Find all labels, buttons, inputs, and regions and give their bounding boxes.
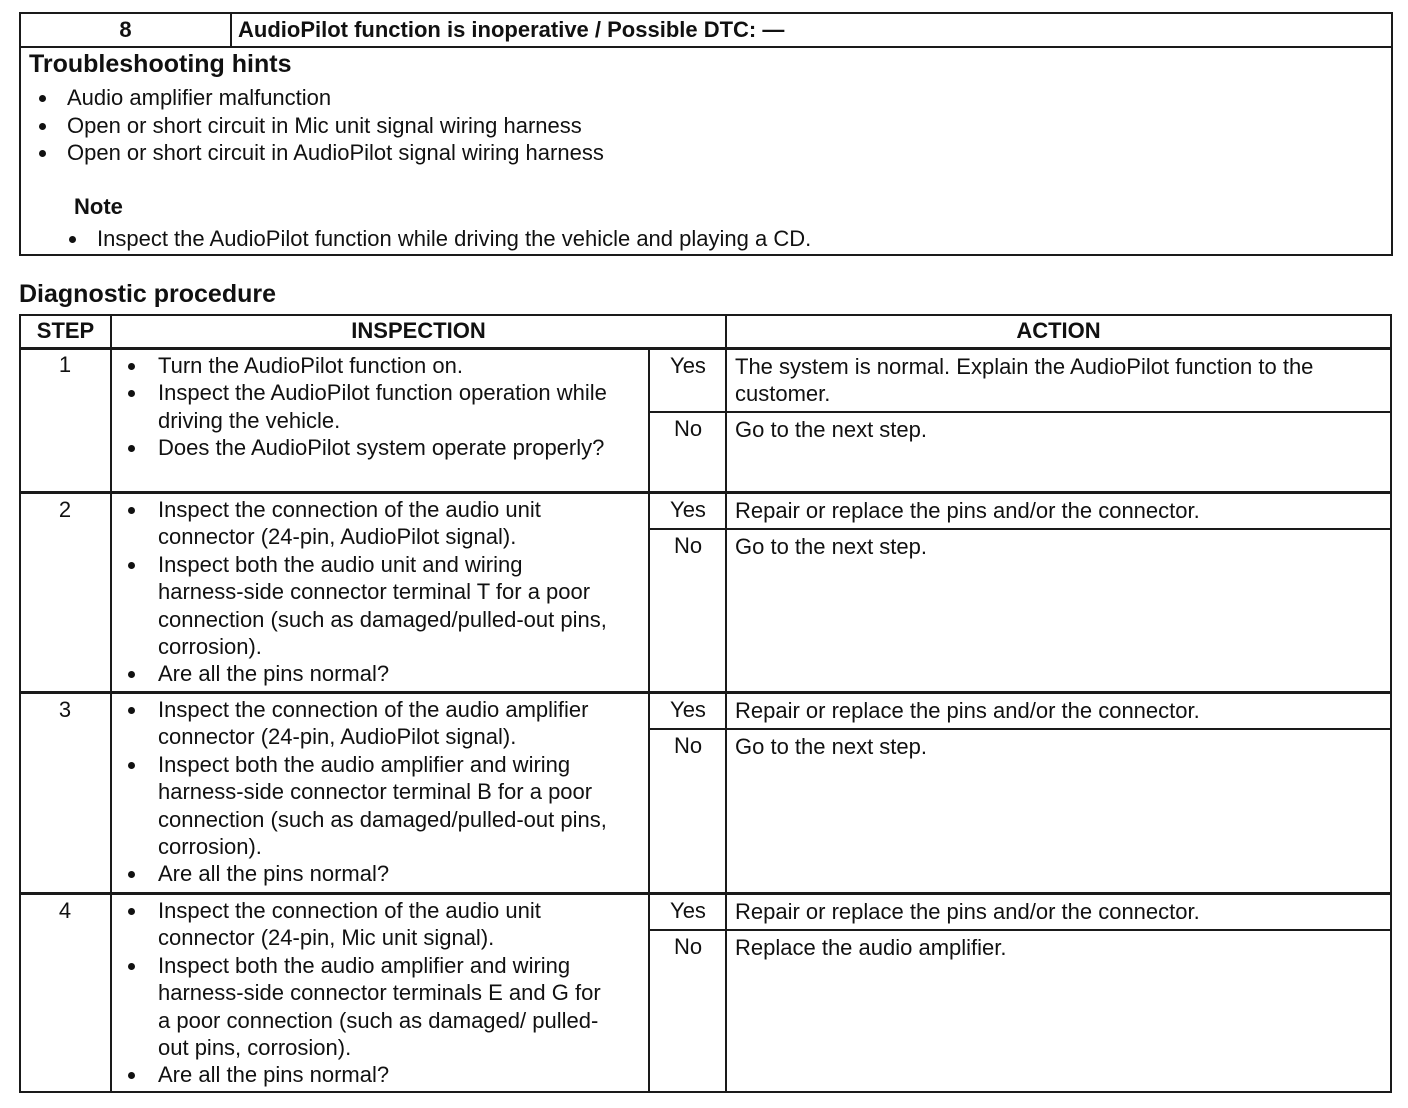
inspection-item: Are all the pins normal? [112,1061,612,1088]
yes-no-divider [648,411,1392,413]
inspection-item: Inspect the connection of the audio amplifier connector (24-pin, AudioPilot signal). [112,696,612,751]
table-border-bottom [19,1091,1392,1093]
no-action: Replace the audio amplifier. [735,935,1007,960]
no-label: No [673,533,703,558]
hint-item: Open or short circuit in Mic unit signal wiring harness [33,112,604,140]
no-label: No [673,416,703,441]
no-label: No [673,934,703,959]
table-border-right [1390,314,1392,1093]
column-header-action: ACTION [1016,318,1101,343]
note-title: Note [74,194,123,219]
yes-no-divider [648,728,1392,730]
yes-label: Yes [670,898,706,923]
no-action: Go to the next step. [735,417,928,442]
diagnostic-procedure-title: Diagnostic procedure [19,280,276,308]
inspection-item: Inspect both the audio amplifier and wiring harness-side connector terminal B for a poor connection (such as damaged/pulled-out pins, corrosion). [112,751,612,861]
inspection-item: Does the AudioPilot system operate properly? [112,434,612,461]
step-divider [19,491,1392,494]
column-header-step: STEP [36,318,95,343]
yes-label: Yes [670,497,706,522]
inspection-item: Inspect the connection of the audio unit connector (24-pin, AudioPilot signal). [112,496,612,551]
note-item: Inspect the AudioPilot function while driving the vehicle and playing a CD. [63,225,811,252]
step-divider [19,691,1392,694]
inspection-item: Inspect both the audio amplifier and wiring harness-side connector terminals E and G for a poor connection (such as damaged/ pulled-out pins, corrosion). [112,952,612,1062]
no-label: No [673,733,703,758]
issue-header-row [21,14,1391,48]
step-number: 1 [58,352,72,377]
column-header-inspection: INSPECTION [351,318,486,343]
inspection-list [112,897,612,1089]
hint-item: Open or short circuit in AudioPilot signal wiring harness [33,139,604,167]
yes-no-divider [648,528,1392,530]
yes-no-divider [648,929,1392,931]
header-row-divider [19,347,1392,350]
inspection-item: Inspect the connection of the audio unit connector (24-pin, Mic unit signal). [112,897,612,952]
inspection-item: Inspect both the audio unit and wiring harness-side connector terminal T for a poor connection (such as damaged/pulled-out pins, corrosion). [112,551,612,661]
inspection-item: Are all the pins normal? [112,660,612,687]
inspection-item: Turn the AudioPilot function on. [112,352,612,379]
yes-action: Repair or replace the pins and/or the connector. [735,698,1200,723]
troubleshooting-hints-title: Troubleshooting hints [29,50,292,78]
table-border-top [19,314,1392,316]
no-action: Go to the next step. [735,734,928,759]
note-list [63,225,811,252]
inspection-list [112,696,612,888]
yes-action: Repair or replace the pins and/or the connector. [735,498,1200,523]
inspection-list [112,352,612,462]
troubleshooting-hints-list [33,84,604,167]
step-number: 3 [58,697,72,722]
yes-label: Yes [670,353,706,378]
issue-title: AudioPilot function is inoperative / Possible DTC: — [238,17,785,42]
yes-action: Repair or replace the pins and/or the connector. [735,899,1200,924]
step-number: 4 [58,898,72,923]
yes-label: Yes [670,697,706,722]
inspection-item: Are all the pins normal? [112,860,612,887]
hint-item: Audio amplifier malfunction [33,84,604,112]
inspection-list [112,496,612,688]
step-number: 2 [58,497,72,522]
yes-action: The system is normal. Explain the AudioPilot function to the customer. [735,354,1314,406]
step-divider [19,892,1392,895]
diagnostic-procedure-table [19,314,1392,1093]
inspection-item: Inspect the AudioPilot function operation while driving the vehicle. [112,379,612,434]
no-action: Go to the next step. [735,534,928,559]
issue-number: 8 [21,14,232,46]
issue-header-box [19,12,1393,256]
